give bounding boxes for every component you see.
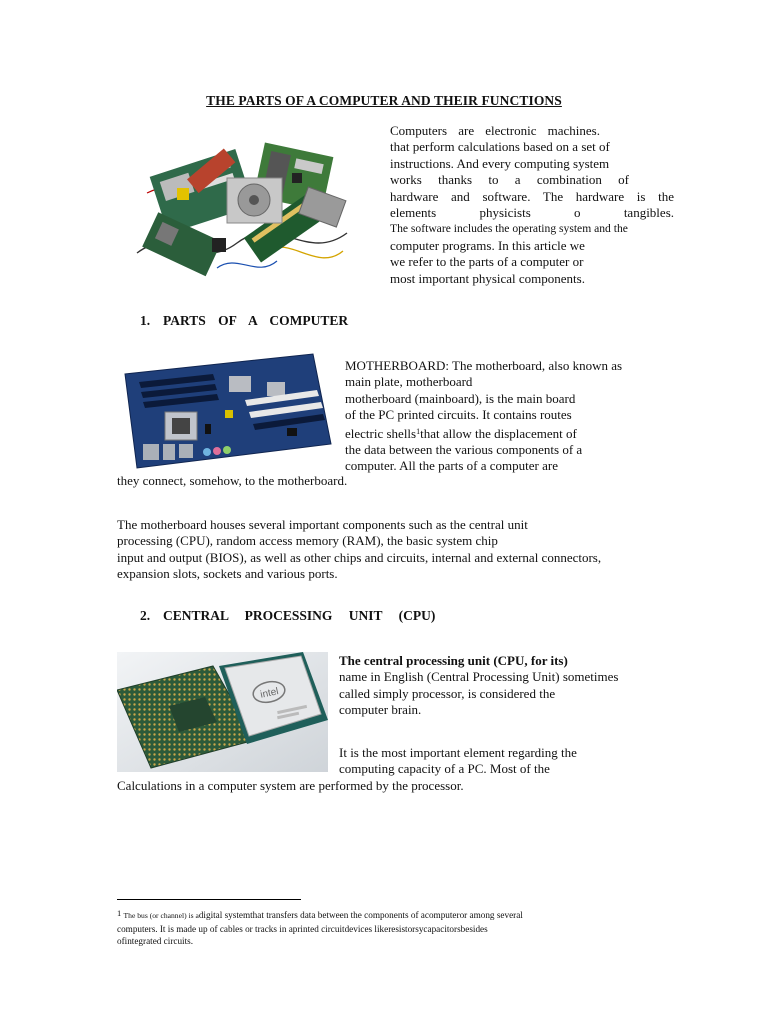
section-number: 1. <box>140 313 151 328</box>
motherboard-text <box>345 358 622 475</box>
cpu-text-2 <box>339 745 577 778</box>
motherboard-line-rest: that allow the displacement of <box>420 425 577 441</box>
intro-line: elements physicists o tangibles. <box>390 205 674 221</box>
motherboard-image <box>117 352 333 470</box>
motherboard-paragraph <box>117 517 601 583</box>
computer-parts-image <box>117 133 354 281</box>
intro-line: computer programs. In this article we <box>390 237 585 253</box>
shells-text: electric shells <box>345 425 417 441</box>
intel-logo-text: intel <box>259 686 280 701</box>
cpu-line: name in English (Central Processing Unit) sometimes <box>339 669 619 685</box>
motherboard-line: the data between the various components of a <box>345 442 583 458</box>
cpu-line: It is the most important element regarding the <box>339 745 577 760</box>
cpu-line: computer brain. <box>339 702 422 718</box>
cpu-image <box>117 652 328 772</box>
intro-line: Computers are electronic machines. <box>390 123 600 138</box>
motherboard-line: of the PC printed circuits. It contains routes <box>345 407 572 423</box>
intro-line: instructions. And every computing system <box>390 155 610 171</box>
motherboard-line: MOTHERBOARD: The motherboard, also known as <box>345 358 623 373</box>
motherboard-line-last: they connect, somehow, to the motherboard. <box>117 473 348 488</box>
intro-line: most important physical components. <box>390 270 585 286</box>
section-heading-cpu <box>140 608 435 624</box>
motherboard-line: motherboard (mainboard), is the main board <box>345 390 576 406</box>
paragraph-line: The motherboard houses several important components such as the central unit <box>117 517 528 532</box>
intro-line: works thanks to a combination of <box>390 172 629 188</box>
paragraph-line: processing (CPU), random access memory (RAM), the basic system chip <box>117 533 498 549</box>
cpu-line: computing capacity of a PC. Most of the <box>339 761 550 777</box>
section-number: 2. <box>140 608 151 623</box>
footnote-line <box>117 907 523 923</box>
section-heading-parts <box>140 313 348 329</box>
intro-line: hardware and software. The hardware is the <box>390 188 674 204</box>
cpu-bold-line: The central processing unit (CPU, for its) <box>339 653 568 668</box>
paragraph-line: input and output (BIOS), as well as other chips and circuits, internal and external connectors, <box>117 549 602 565</box>
footnote-line-rest: digital systemthat transfers data between the components of acomputeror among several <box>198 910 523 920</box>
motherboard-line <box>345 424 622 442</box>
cpu-line-last: Calculations in a computer system are performed by the processor. <box>117 778 464 793</box>
paragraph-line: expansion slots, sockets and various ports. <box>117 566 338 582</box>
page-title: THE PARTS OF A COMPUTER AND THEIR FUNCTIONS <box>206 93 562 108</box>
intro-line: we refer to the parts of a computer or <box>390 254 584 270</box>
footnote-separator <box>117 899 301 900</box>
section-heading-text: PARTS OF A COMPUTER <box>163 313 349 328</box>
intro-text <box>390 123 674 287</box>
footnote-marker: 1 <box>117 908 122 918</box>
footnote-lead: The bus (or channel) is a <box>123 911 199 920</box>
intro-line: that perform calculations based on a set of <box>390 139 610 155</box>
intro-line: The software includes the operating system and the <box>390 222 628 236</box>
footnote-line: computers. It is made up of cables or tracks in aprinted circuitdevices likeresistorsycapacitorsbesides <box>117 923 488 934</box>
motherboard-line: computer. All the parts of a computer are <box>345 458 558 474</box>
footnote <box>117 907 523 948</box>
footnote-line: ofintegrated circuits. <box>117 936 194 946</box>
cpu-line: called simply processor, is considered the <box>339 685 556 701</box>
motherboard-line: main plate, motherboard <box>345 374 473 390</box>
cpu-text <box>339 653 618 719</box>
section-heading-text: CENTRAL PROCESSING UNIT (CPU) <box>163 608 436 623</box>
footnote-reference[interactable]: 1 <box>416 426 421 436</box>
